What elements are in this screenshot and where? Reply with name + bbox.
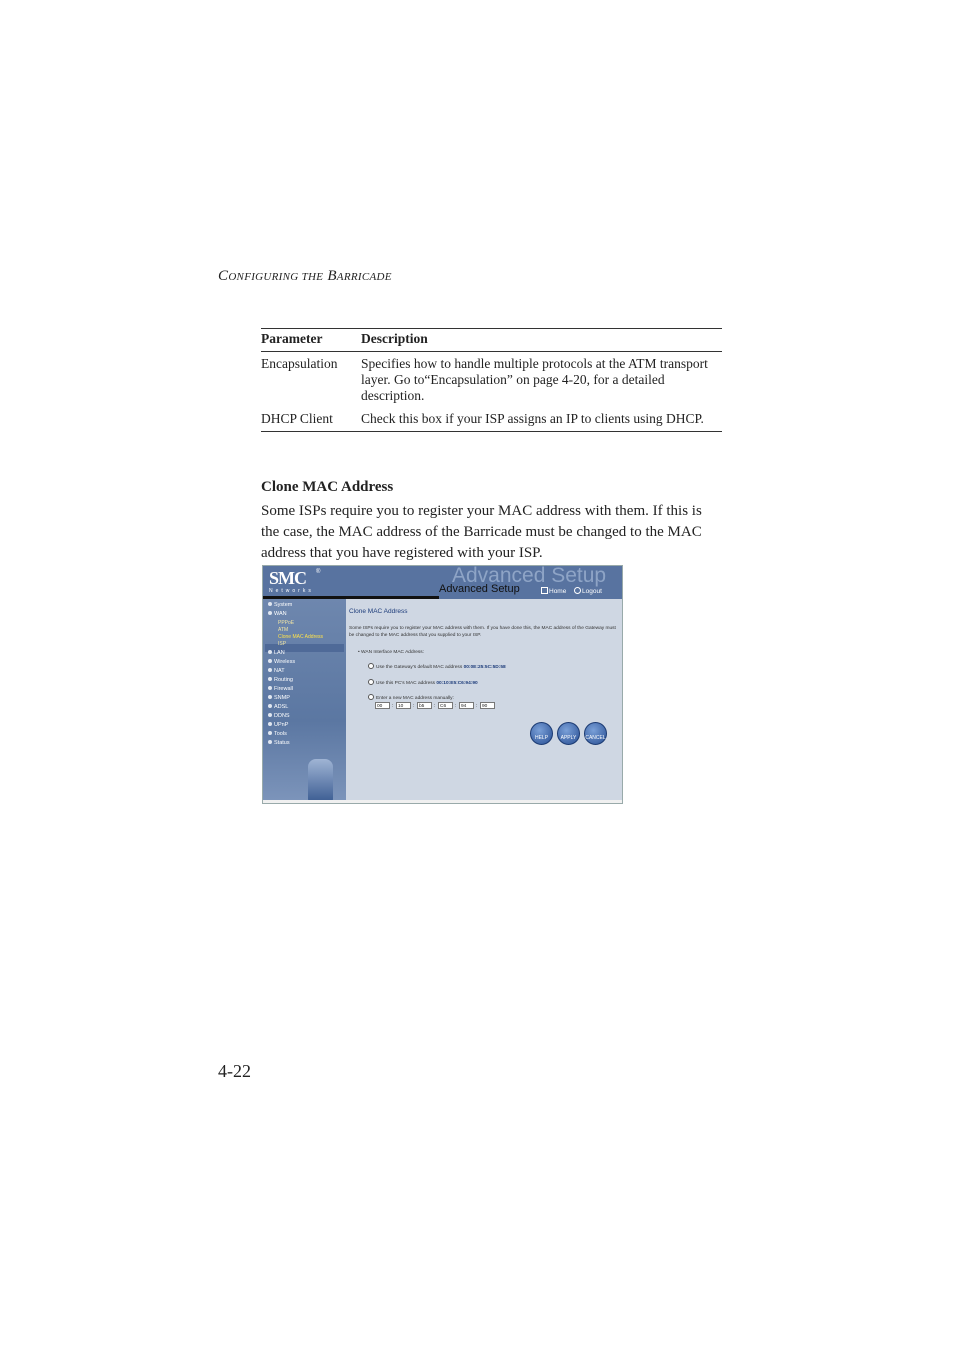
registered-mark: ® bbox=[316, 569, 321, 575]
apply-button[interactable]: APPLY bbox=[557, 722, 580, 745]
smc-logo: SMC bbox=[269, 568, 306, 588]
page-number: 4-22 bbox=[218, 1061, 251, 1081]
mac-field-5[interactable]: 94 bbox=[459, 702, 474, 709]
nav-item-tools[interactable]: Tools bbox=[268, 731, 287, 737]
nav-item-adsl[interactable]: ADSL bbox=[268, 704, 288, 710]
table-header-parameter: Parameter bbox=[261, 329, 361, 352]
nav-sub-pppoe[interactable]: PPPoE bbox=[278, 620, 295, 626]
table-cell-description: Specifies how to handle multiple protocols at the ATM transport layer. Go to“Encapsulation” on page 4-20, for a detailed description. bbox=[361, 356, 708, 403]
nav-item-system[interactable]: System bbox=[268, 602, 292, 608]
screenshot-bottom-edge bbox=[263, 800, 622, 803]
mac-separator: : bbox=[413, 703, 415, 709]
bullet-icon bbox=[268, 611, 272, 615]
table-cell-description: Check this box if your ISP assigns an IP to clients using DHCP. bbox=[361, 407, 722, 432]
bullet-icon bbox=[268, 602, 272, 606]
wan-mac-label: • WAN Interface MAC Address: bbox=[358, 650, 425, 655]
mac-field-3[interactable]: b5 bbox=[417, 702, 432, 709]
bullet-icon bbox=[268, 659, 272, 663]
mac-field-4[interactable]: C6 bbox=[438, 702, 453, 709]
mac-separator: : bbox=[434, 703, 436, 709]
mac-separator: : bbox=[455, 703, 457, 709]
radio-icon bbox=[368, 694, 374, 700]
table-cell-parameter: Encapsulation bbox=[261, 356, 338, 371]
option-manual-mac[interactable]: Enter a new MAC address manually: bbox=[368, 694, 454, 701]
mac-separator: : bbox=[392, 703, 394, 709]
option-default-mac[interactable]: Use the Gateway's default MAC address 00:0E:25:5C:5D:58 bbox=[368, 663, 506, 670]
ghost-title: Advanced Setup bbox=[452, 565, 607, 587]
parameter-table bbox=[261, 328, 722, 432]
nav-item-wan[interactable]: WAN bbox=[268, 611, 287, 617]
option-pc-mac[interactable]: Use this PC's MAC address 00:10:E5:C6:94:90 bbox=[368, 679, 478, 686]
nav-item-lan[interactable]: LAN bbox=[268, 650, 285, 656]
bullet-icon bbox=[268, 668, 272, 672]
nav-item-firewall[interactable]: Firewall bbox=[268, 686, 293, 692]
cancel-button[interactable]: CANCEL bbox=[584, 722, 607, 745]
screenshot-header bbox=[263, 566, 622, 599]
mac-field-2[interactable]: 10 bbox=[396, 702, 411, 709]
home-icon bbox=[541, 587, 548, 594]
nav-sub-isp[interactable]: ISP bbox=[278, 641, 287, 647]
nav-item-upnp[interactable]: UPnP bbox=[268, 722, 288, 728]
table-header-description: Description bbox=[361, 329, 722, 352]
screenshot-page-title: Clone MAC Address bbox=[349, 608, 408, 615]
screenshot-sidebar bbox=[263, 599, 346, 803]
bullet-icon bbox=[268, 695, 272, 699]
radio-icon bbox=[368, 663, 374, 669]
table-cell-parameter: DHCP Client bbox=[261, 407, 361, 432]
running-head: CONFIGURING THE BARRICADE bbox=[218, 268, 392, 284]
bullet-icon bbox=[268, 740, 272, 744]
home-link[interactable]: Home bbox=[541, 587, 566, 595]
mac-separator: : bbox=[476, 703, 478, 709]
table-row bbox=[261, 352, 722, 408]
decorative-figure bbox=[308, 759, 333, 801]
nav-item-nat[interactable]: NAT bbox=[268, 668, 285, 674]
radio-icon bbox=[368, 679, 374, 685]
nav-sub-atm[interactable]: ATM bbox=[278, 627, 289, 633]
bullet-icon bbox=[268, 722, 272, 726]
bullet-icon bbox=[268, 650, 272, 654]
mac-field-6[interactable]: 90 bbox=[480, 702, 495, 709]
nav-item-wireless[interactable]: Wireless bbox=[268, 659, 295, 665]
advanced-setup-title: Advanced Setup bbox=[439, 583, 520, 595]
bullet-icon bbox=[268, 713, 272, 717]
nav-item-snmp[interactable]: SNMP bbox=[268, 695, 290, 701]
screenshot-content bbox=[346, 599, 622, 803]
bullet-icon bbox=[268, 704, 272, 708]
section-heading: Clone MAC Address bbox=[261, 479, 394, 495]
bullet-icon bbox=[268, 731, 272, 735]
table-row bbox=[261, 407, 722, 432]
logout-icon bbox=[574, 587, 581, 594]
logo-subtitle: Networks bbox=[269, 588, 314, 594]
bullet-icon bbox=[268, 686, 272, 690]
section-body: Some ISPs require you to register your MAC address with them. If this is the case, the MAC address of the Barricade must be changed to the MAC address that you have registered with your ISP. bbox=[261, 503, 702, 561]
nav-sub-clone-mac[interactable]: Clone MAC Address bbox=[278, 634, 324, 640]
logout-link[interactable]: Logout bbox=[574, 587, 602, 595]
mac-field-1[interactable]: 00 bbox=[375, 702, 390, 709]
help-button[interactable]: HELP bbox=[530, 722, 553, 745]
nav-item-routing[interactable]: Routing bbox=[268, 677, 293, 683]
bullet-icon bbox=[268, 677, 272, 681]
nav-item-ddns[interactable]: DDNS bbox=[268, 713, 290, 719]
nav-item-status[interactable]: Status bbox=[268, 740, 290, 746]
router-screenshot bbox=[262, 565, 623, 804]
screenshot-description: Some ISPs require you to register your MAC address with them. If you have done this, the MAC address of the Gateway must be changed to the MAC address that you supplied to your ISP. bbox=[349, 626, 616, 638]
